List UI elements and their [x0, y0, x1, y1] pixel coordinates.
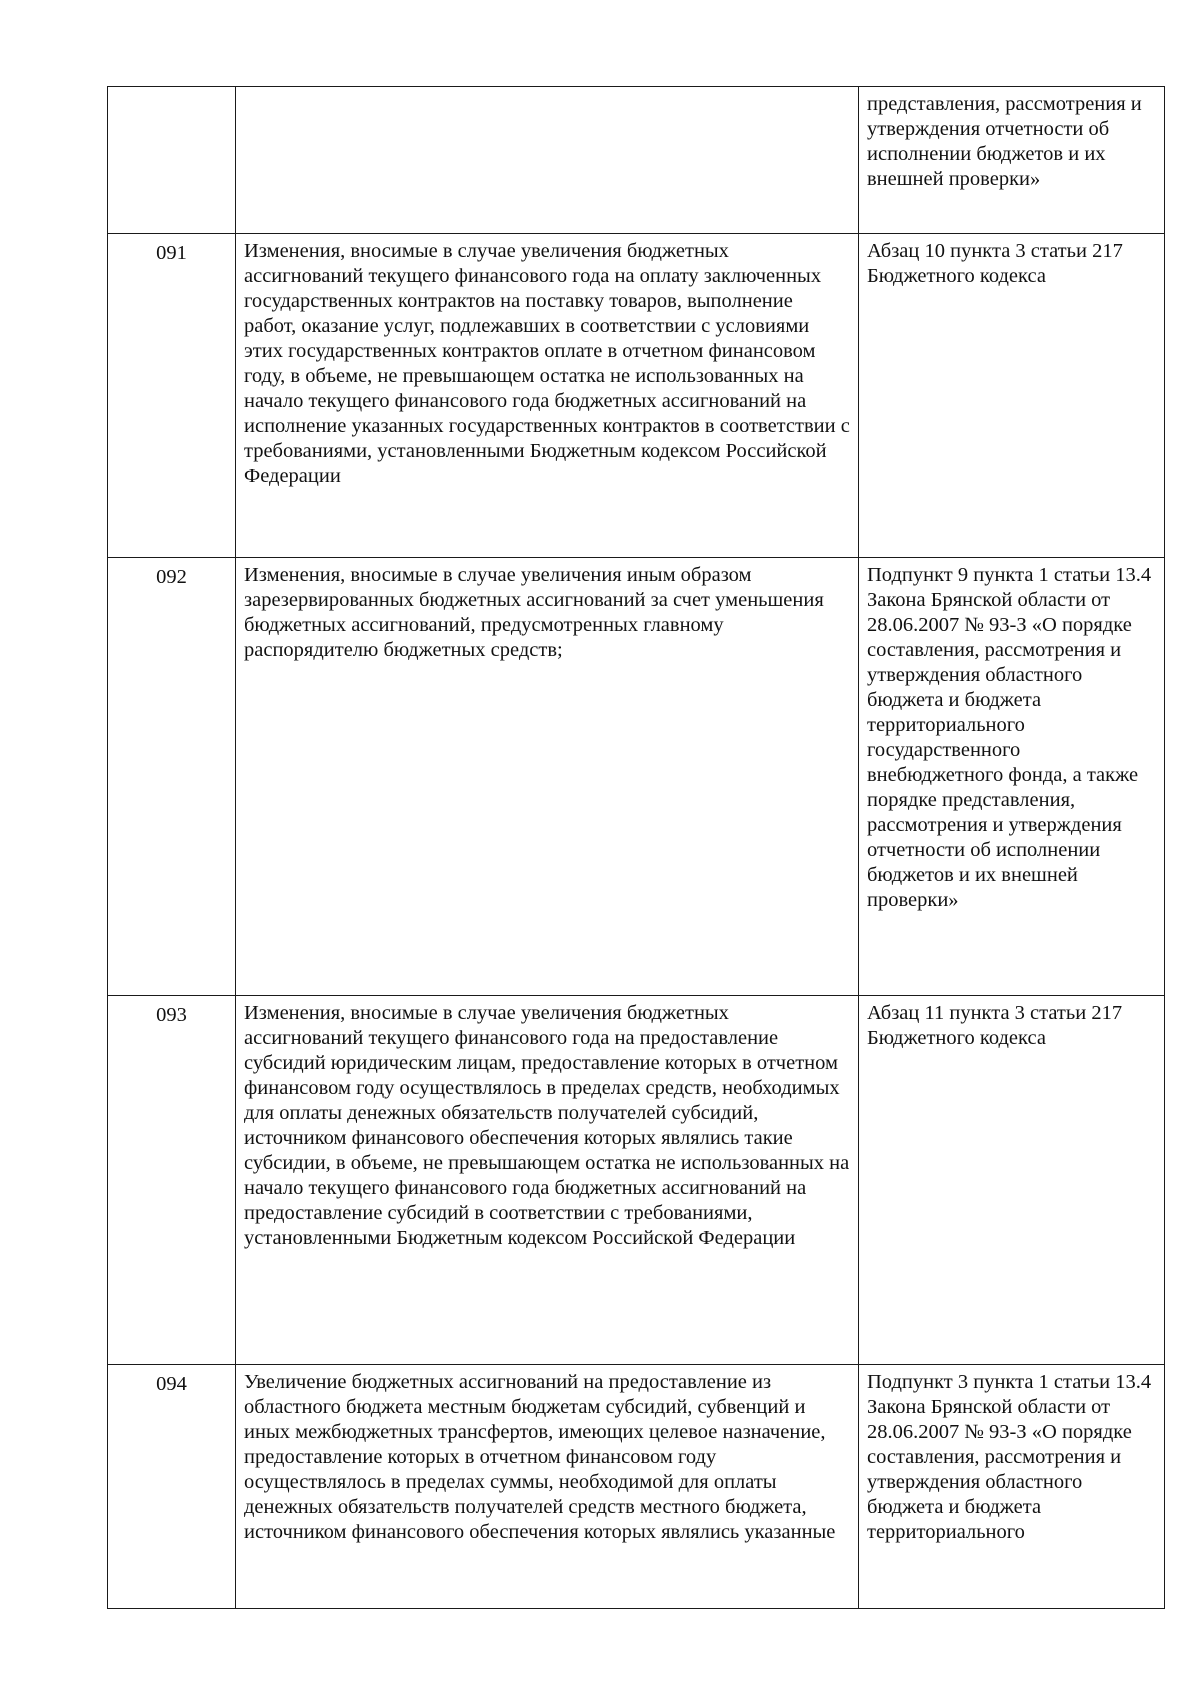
row-description: Изменения, вносимые в случае увеличения бюджетных ассигнований текущего финансового года на оплату заключенных государственных контрактов на поставку товаров, выполнение работ, оказание услуг, подлежавших в соответствии с условиями этих государственных контрактов оплате в отчетном финансовом году, в объеме, не превышающем остатка не использованных на начало текущего финансового года бюджетных ассигнований на исполнение указанных государственных контрактов в соответствии с требованиями, установленными Бюджетным кодексом Российской Федерации	[236, 234, 859, 558]
row-legal-basis: представления, рассмотрения и утверждения отчетности об исполнении бюджетов и их внешней проверки»	[859, 87, 1165, 234]
row-code: 092	[108, 558, 236, 996]
row-description: Изменения, вносимые в случае увеличения иным образом зарезервированных бюджетных ассигнований за счет уменьшения бюджетных ассигнований, предусмотренных главному распорядителю бюджетных средств;	[236, 558, 859, 996]
row-legal-basis: Подпункт 3 пункта 1 статьи 13.4 Закона Брянской области от 28.06.2007 № 93-З «О порядке составления, рассмотрения и утверждения областного бюджета и бюджета территориального	[859, 1365, 1165, 1609]
table-row	[108, 234, 1165, 558]
table-row	[108, 1365, 1165, 1609]
row-code	[108, 87, 236, 234]
budget-changes-table	[107, 86, 1165, 1609]
row-code: 091	[108, 234, 236, 558]
row-code: 093	[108, 996, 236, 1365]
row-legal-basis: Подпункт 9 пункта 1 статьи 13.4 Закона Брянской области от 28.06.2007 № 93-З «О порядке составления, рассмотрения и утверждения областного бюджета и бюджета территориального государственного внебюджетного фонда, а также порядке представления, рассмотрения и утверждения отчетности об исполнении бюджетов и их внешней проверки»	[859, 558, 1165, 996]
row-code: 094	[108, 1365, 236, 1609]
row-description: Увеличение бюджетных ассигнований на предоставление из областного бюджета местным бюджетам субсидий, субвенций и иных межбюджетных трансфертов, имеющих целевое назначение, предоставление которых в отчетном финансовом году осуществлялось в пределах суммы, необходимой для оплаты денежных обязательств получателей средств местного бюджета, источником финансового обеспечения которых являлись указанные	[236, 1365, 859, 1609]
row-description: Изменения, вносимые в случае увеличения бюджетных ассигнований текущего финансового года на предоставление субсидий юридическим лицам, предоставление которых в отчетном финансовом году осуществлялось в пределах средств, необходимых для оплаты денежных обязательств получателей субсидий, источником финансового обеспечения которых являлись такие субсидии, в объеме, не превышающем остатка не использованных на начало текущего финансового года бюджетных ассигнований на предоставление субсидий в соответствии с требованиями, установленными Бюджетным кодексом Российской Федерации	[236, 996, 859, 1365]
table-row	[108, 87, 1165, 234]
table-row	[108, 558, 1165, 996]
row-description	[236, 87, 859, 234]
row-legal-basis: Абзац 10 пункта 3 статьи 217 Бюджетного кодекса	[859, 234, 1165, 558]
table-row	[108, 996, 1165, 1365]
row-legal-basis: Абзац 11 пункта 3 статьи 217 Бюджетного кодекса	[859, 996, 1165, 1365]
